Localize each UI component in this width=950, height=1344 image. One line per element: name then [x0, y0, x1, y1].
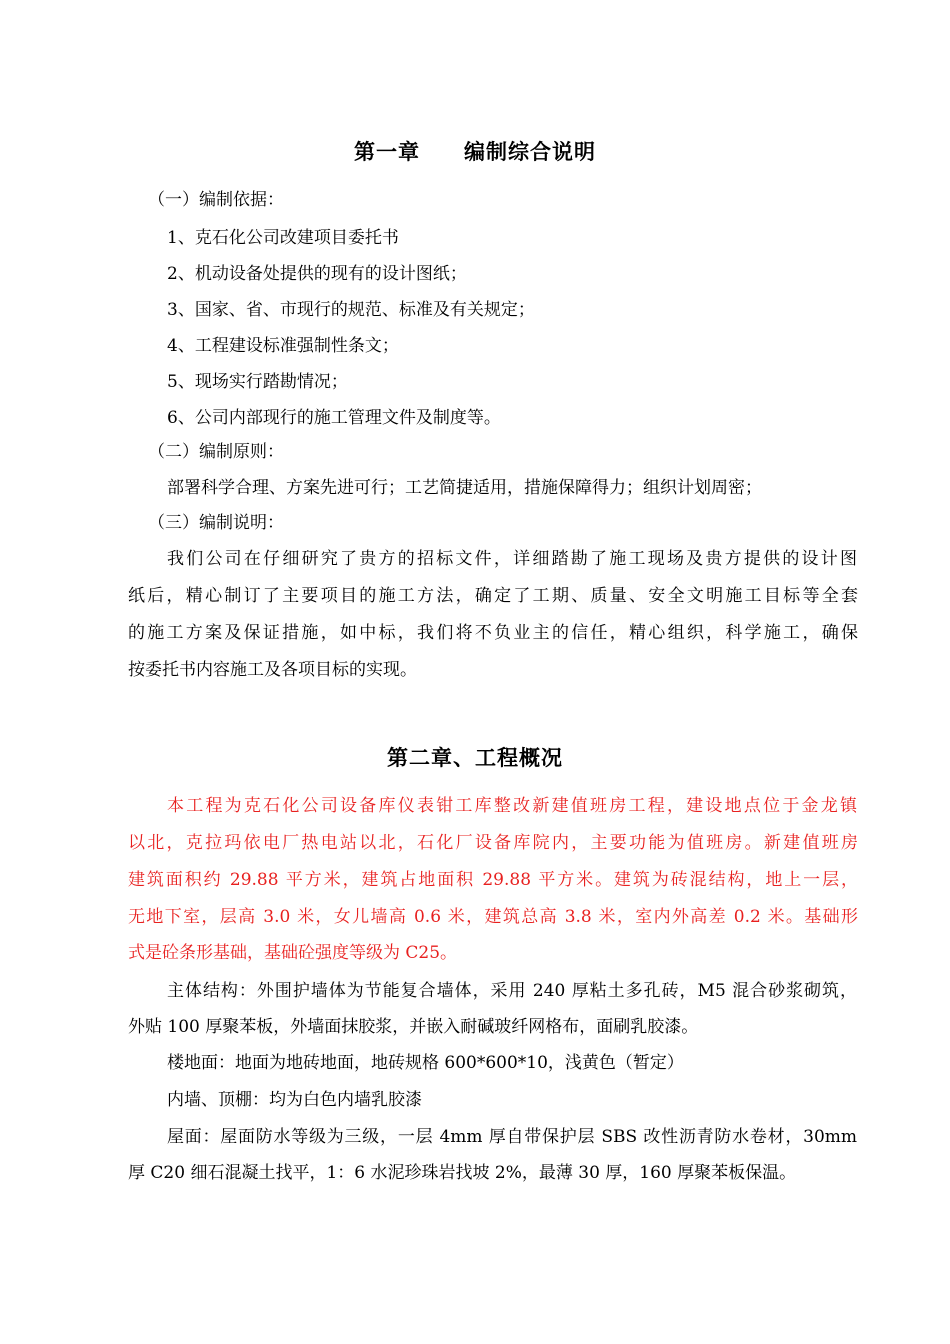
wall-text: 内墙、顶棚：均为白色内墙乳胶漆 [167, 1090, 422, 1110]
floor-text: 楼地面：地面为地砖地面，地砖规格 600*600*10，浅黄色（暂定） [167, 1053, 684, 1073]
overview-line: 无地下室，层高 3.0 米，女儿墙高 0.6 米，建筑总高 3.8 米，室内外高差 0.2 米。基础形 [128, 907, 858, 927]
overview-line: 本工程为克石化公司设备库仪表钳工库整改新建值班房工程，建设地点位于金龙镇 [167, 796, 857, 816]
basis-item: 4、工程建设标准强制性条文； [167, 336, 399, 356]
basis-heading: （一）编制依据： [148, 190, 284, 210]
structure-line: 外贴 100 厚聚苯板，外墙面抹胶浆，并嵌入耐碱玻纤网格布，面刷乳胶漆。 [128, 1017, 699, 1037]
chapter-1-number: 第一章 [354, 140, 420, 164]
description-line: 的施工方案及保证措施，如中标，我们将不负业主的信任，精心组织，科学施工，确保 [128, 623, 858, 643]
basis-item: 2、机动设备处提供的现有的设计图纸； [167, 264, 467, 284]
description-line: 我们公司在仔细研究了贵方的招标文件，详细踏勘了施工现场及贵方提供的设计图 [167, 549, 857, 569]
basis-item: 5、现场实行踏勘情况； [167, 372, 348, 392]
chapter-1-name: 编制综合说明 [464, 140, 596, 164]
overview-line: 以北，克拉玛依电厂热电站以北，石化厂设备库院内，主要功能为值班房。新建值班房 [128, 833, 858, 853]
basis-item: 3、国家、省、市现行的规范、标准及有关规定； [167, 300, 535, 320]
structure-line: 主体结构：外围护墙体为节能复合墙体，采用 240 厚粘土多孔砖，M5 混合砂浆砌筑， [167, 981, 857, 1001]
roof-line: 厚 C20 细石混凝土找平，1：6 水泥珍珠岩找坡 2%，最薄 30 厚，160 厚聚苯板保温。 [128, 1163, 797, 1183]
basis-item: 1、克石化公司改建项目委托书 [167, 228, 399, 248]
roof-line: 屋面：屋面防水等级为三级，一层 4mm 厚自带保护层 SBS 改性沥青防水卷材，30mm [167, 1127, 857, 1147]
description-line: 纸后，精心制订了主要项目的施工方法，确定了工期、质量、安全文明施工目标等全套 [128, 586, 858, 606]
principle-heading: （二）编制原则： [148, 442, 284, 462]
overview-line: 建筑面积约 29.88 平方米，建筑占地面积 29.88 平方米。建筑为砖混结构，地上一层， [128, 870, 858, 890]
description-line: 按委托书内容施工及各项目标的实现。 [128, 660, 417, 680]
basis-item: 6、公司内部现行的施工管理文件及制度等。 [167, 408, 501, 428]
chapter-1-title [0, 136, 950, 166]
overview-line: 式是砼条形基础，基础砼强度等级为 C25。 [128, 943, 458, 963]
description-heading: （三）编制说明： [148, 513, 284, 533]
principle-text: 部署科学合理、方案先进可行；工艺简捷适用，措施保障得力；组织计划周密； [167, 478, 762, 498]
chapter-2-title: 第二章、工程概况 [387, 746, 563, 770]
